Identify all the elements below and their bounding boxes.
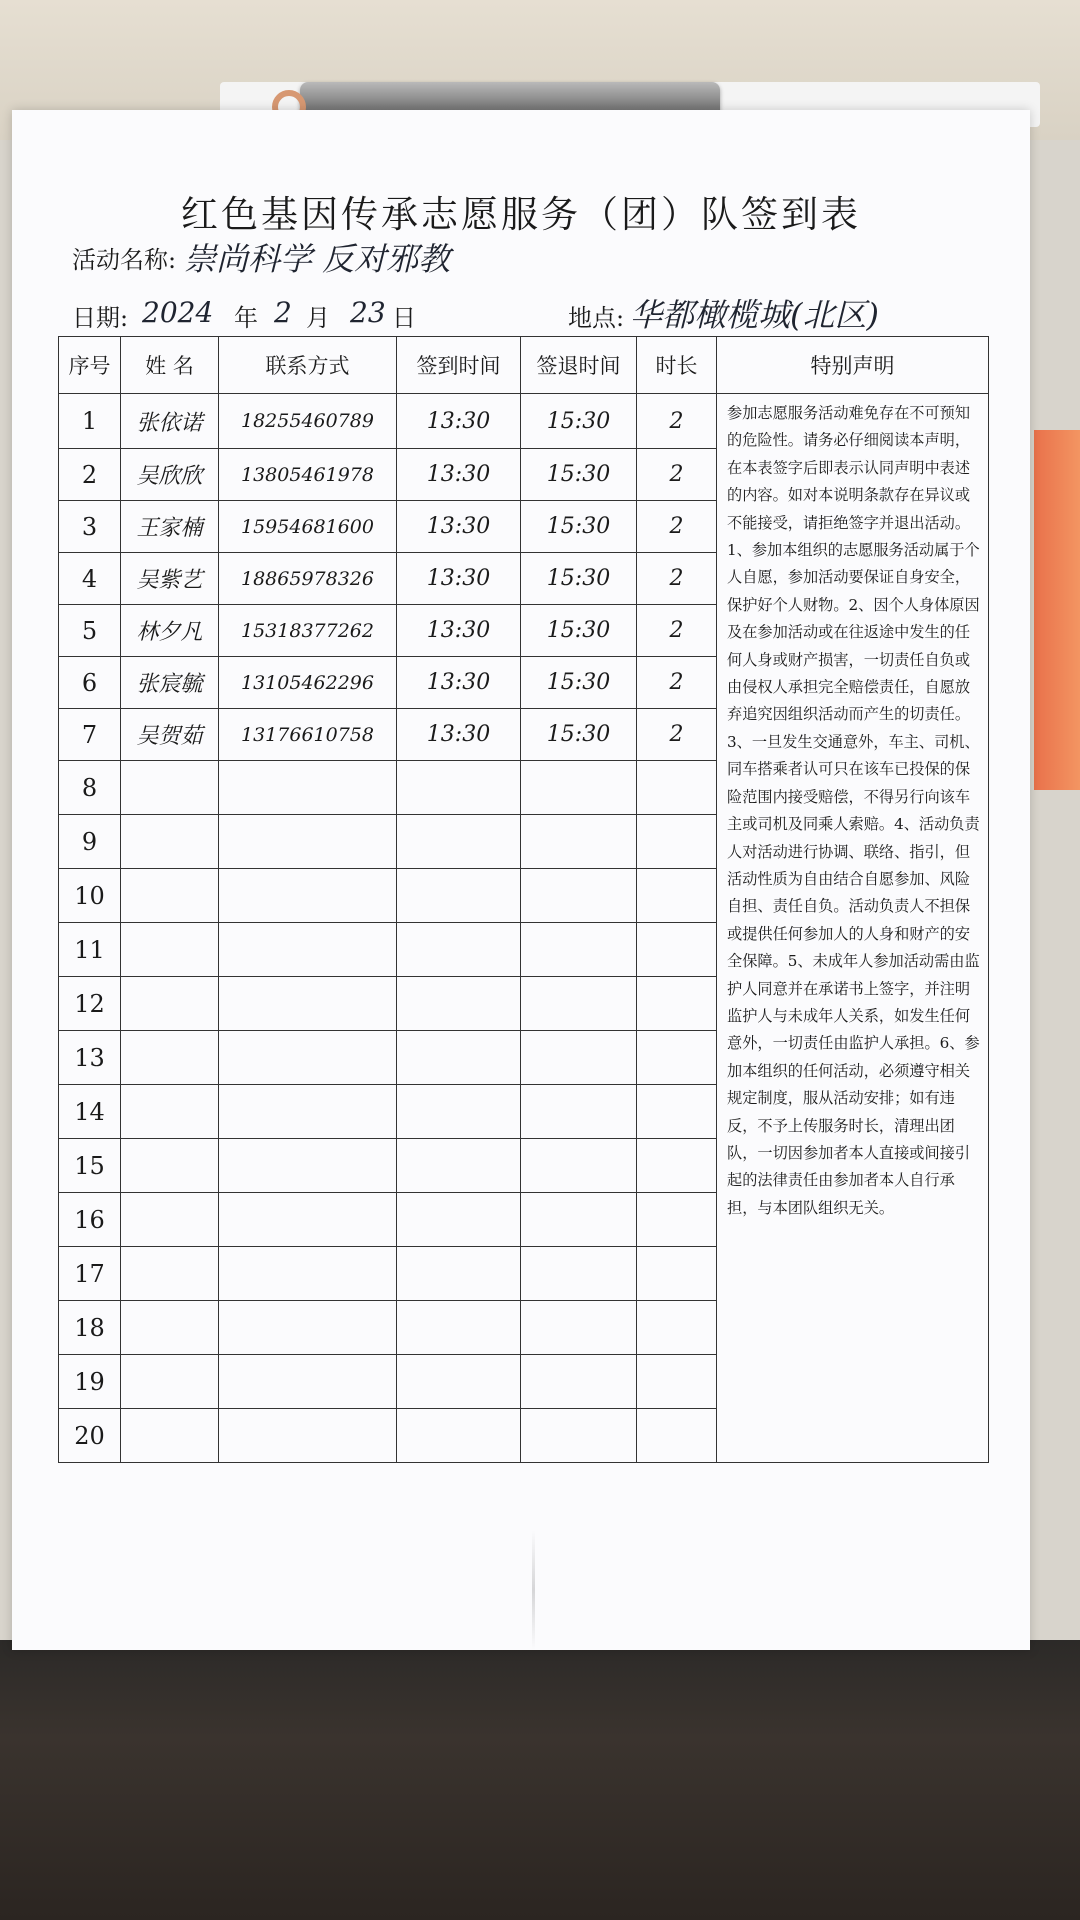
contact-cell [219,1031,397,1085]
duration-cell: 2 [637,394,717,449]
checkout-cell [521,815,637,869]
name-cell: 张宸毓 [121,657,219,709]
name-cell: 吴贺茹 [121,709,219,761]
header-checkout: 签退时间 [521,337,637,394]
contact-cell [219,869,397,923]
checkout-cell: 15:30 [521,657,637,709]
checkin-cell: 13:30 [397,709,521,761]
checkout-cell [521,923,637,977]
name-cell [121,1301,219,1355]
row-number: 5 [59,605,121,657]
checkout-cell: 15:30 [521,449,637,501]
checkout-cell [521,1301,637,1355]
contact-cell [219,923,397,977]
contact-cell [219,977,397,1031]
contact-cell [219,815,397,869]
row-number: 18 [59,1301,121,1355]
name-cell [121,1193,219,1247]
fabric-background [0,1640,1080,1920]
checkout-cell [521,977,637,1031]
row-number: 20 [59,1409,121,1463]
date-day: 23 [350,296,386,329]
sign-in-sheet [12,110,1030,1650]
checkout-cell [521,1355,637,1409]
contact-cell: 18865978326 [219,553,397,605]
row-number: 7 [59,709,121,761]
duration-cell [637,977,717,1031]
row-number: 6 [59,657,121,709]
duration-cell [637,815,717,869]
duration-cell: 2 [637,657,717,709]
checkout-cell [521,1085,637,1139]
duration-cell [637,1031,717,1085]
name-cell [121,923,219,977]
row-number: 2 [59,449,121,501]
checkin-cell [397,761,521,815]
name-cell: 吴紫艺 [121,553,219,605]
row-number: 13 [59,1031,121,1085]
checkout-cell [521,761,637,815]
date-year: 2024 [142,296,214,329]
duration-cell: 2 [637,709,717,761]
name-cell: 王家楠 [121,501,219,553]
row-number: 9 [59,815,121,869]
header-name: 姓 名 [121,337,219,394]
name-cell [121,1247,219,1301]
contact-cell [219,1247,397,1301]
name-cell: 张依诺 [121,394,219,449]
checkin-cell [397,815,521,869]
checkin-cell [397,1193,521,1247]
row-number: 14 [59,1085,121,1139]
contact-cell: 13105462296 [219,657,397,709]
checkin-cell [397,1355,521,1409]
checkout-cell: 15:30 [521,394,637,449]
checkout-cell: 15:30 [521,709,637,761]
contact-cell: 18255460789 [219,394,397,449]
name-cell [121,1355,219,1409]
name-cell [121,1085,219,1139]
activity-label: 活动名称: [72,246,177,274]
duration-cell [637,1355,717,1409]
duration-cell [637,1193,717,1247]
checkout-cell [521,1193,637,1247]
duration-cell: 2 [637,501,717,553]
checkin-cell: 13:30 [397,449,521,501]
duration-cell: 2 [637,553,717,605]
name-cell [121,1031,219,1085]
contact-cell [219,1139,397,1193]
row-number: 10 [59,869,121,923]
header-duration: 时长 [637,337,717,394]
row-number: 8 [59,761,121,815]
checkin-cell: 13:30 [397,657,521,709]
date-day-suffix: 日 [392,304,416,332]
orange-object [1034,430,1080,790]
row-number: 3 [59,501,121,553]
date-month: 2 [274,296,292,329]
name-cell: 吴欣欣 [121,449,219,501]
header-no: 序号 [59,337,121,394]
date-year-suffix: 年 [234,304,258,332]
duration-cell [637,923,717,977]
name-cell: 林夕凡 [121,605,219,657]
checkout-cell: 15:30 [521,553,637,605]
contact-cell: 15318377262 [219,605,397,657]
sign-in-table [58,336,989,1463]
checkin-cell [397,1085,521,1139]
table-row [59,394,989,449]
duration-cell [637,1247,717,1301]
checkin-cell: 13:30 [397,553,521,605]
row-number: 12 [59,977,121,1031]
checkout-cell: 15:30 [521,605,637,657]
row-number: 1 [59,394,121,449]
checkout-cell [521,1139,637,1193]
checkin-cell [397,1247,521,1301]
checkin-cell: 13:30 [397,501,521,553]
contact-cell: 13176610758 [219,709,397,761]
table-header-row [59,337,989,394]
contact-cell [219,1355,397,1409]
checkin-cell [397,923,521,977]
header-checkin: 签到时间 [397,337,521,394]
checkout-cell [521,1031,637,1085]
contact-cell [219,761,397,815]
checkin-cell: 13:30 [397,394,521,449]
duration-cell [637,869,717,923]
name-cell [121,761,219,815]
checkout-cell [521,869,637,923]
duration-cell [637,1085,717,1139]
location-label: 地点: [568,304,625,332]
row-number: 11 [59,923,121,977]
name-cell [121,1409,219,1463]
name-cell [121,869,219,923]
contact-cell [219,1085,397,1139]
location-value: 华都橄榄城(北区) [630,296,879,334]
duration-cell [637,1409,717,1463]
activity-name: 崇尚科学 反对邪教 [184,240,451,278]
checkout-cell [521,1247,637,1301]
name-cell [121,815,219,869]
header-contact: 联系方式 [219,337,397,394]
contact-cell: 13805461978 [219,449,397,501]
duration-cell [637,1139,717,1193]
row-number: 17 [59,1247,121,1301]
name-cell [121,1139,219,1193]
checkin-cell: 13:30 [397,605,521,657]
contact-cell [219,1409,397,1463]
checkin-cell [397,1409,521,1463]
checkin-cell [397,977,521,1031]
date-month-suffix: 月 [306,304,330,332]
duration-cell [637,761,717,815]
name-cell [121,977,219,1031]
checkin-cell [397,869,521,923]
duration-cell: 2 [637,605,717,657]
contact-cell [219,1193,397,1247]
contact-cell [219,1301,397,1355]
checkin-cell [397,1139,521,1193]
checkout-cell [521,1409,637,1463]
header-statement: 特别声明 [717,337,989,394]
sheet-title: 红色基因传承志愿服务（团）队签到表 [181,193,861,236]
row-number: 4 [59,553,121,605]
date-label: 日期: [72,304,129,332]
duration-cell: 2 [637,449,717,501]
checkout-cell: 15:30 [521,501,637,553]
checkin-cell [397,1301,521,1355]
paper-crease [532,1530,535,1650]
row-number: 19 [59,1355,121,1409]
contact-cell: 15954681600 [219,501,397,553]
row-number: 16 [59,1193,121,1247]
row-number: 15 [59,1139,121,1193]
statement-text: 参加志愿服务活动难免存在不可预知的危险性。请务必仔细阅读本声明，在本表签字后即表示认同声明中表述的内容。如对本说明条款存在异议或不能接受，请拒绝签字并退出活动。1、参加本组织的志愿服务活动属于个人自愿，参加活动要保证自身安全，保护好个人财物。2、因个人身体原因及在参加活动或在往返途中发生的任何人身或财产损害，一切责任自负或由侵权人承担完全赔偿责任，自愿放弃追究因组织活动而产生的切责任。3、一旦发生交通意外，车主、司机、同车搭乘者认可只在该车已投保的保险范围内接受赔偿，不得另行向该车主或司机及同乘人索赔。4、活动负责人对活动进行协调、联络、指引，但活动性质为自由结合自愿参加、风险自担、责任自负。活动负责人不担保或提供任何参加人的人身和财产的安全保障。5、未成年人参加活动需由监护人同意并在承诺书上签字，并注明监护人与未成年人关系，如发生任何意外，一切责任由监护人承担。6、参加本组织的任何活动，必须遵守相关规定制度，服从活动安排；如有违反，不予上传服务时长，清理出团队，一切因参加者本人直接或间接引起的法律责任由参加者本人自行承担，与本团队组织无关。 [717,394,989,1463]
checkin-cell [397,1031,521,1085]
duration-cell [637,1301,717,1355]
